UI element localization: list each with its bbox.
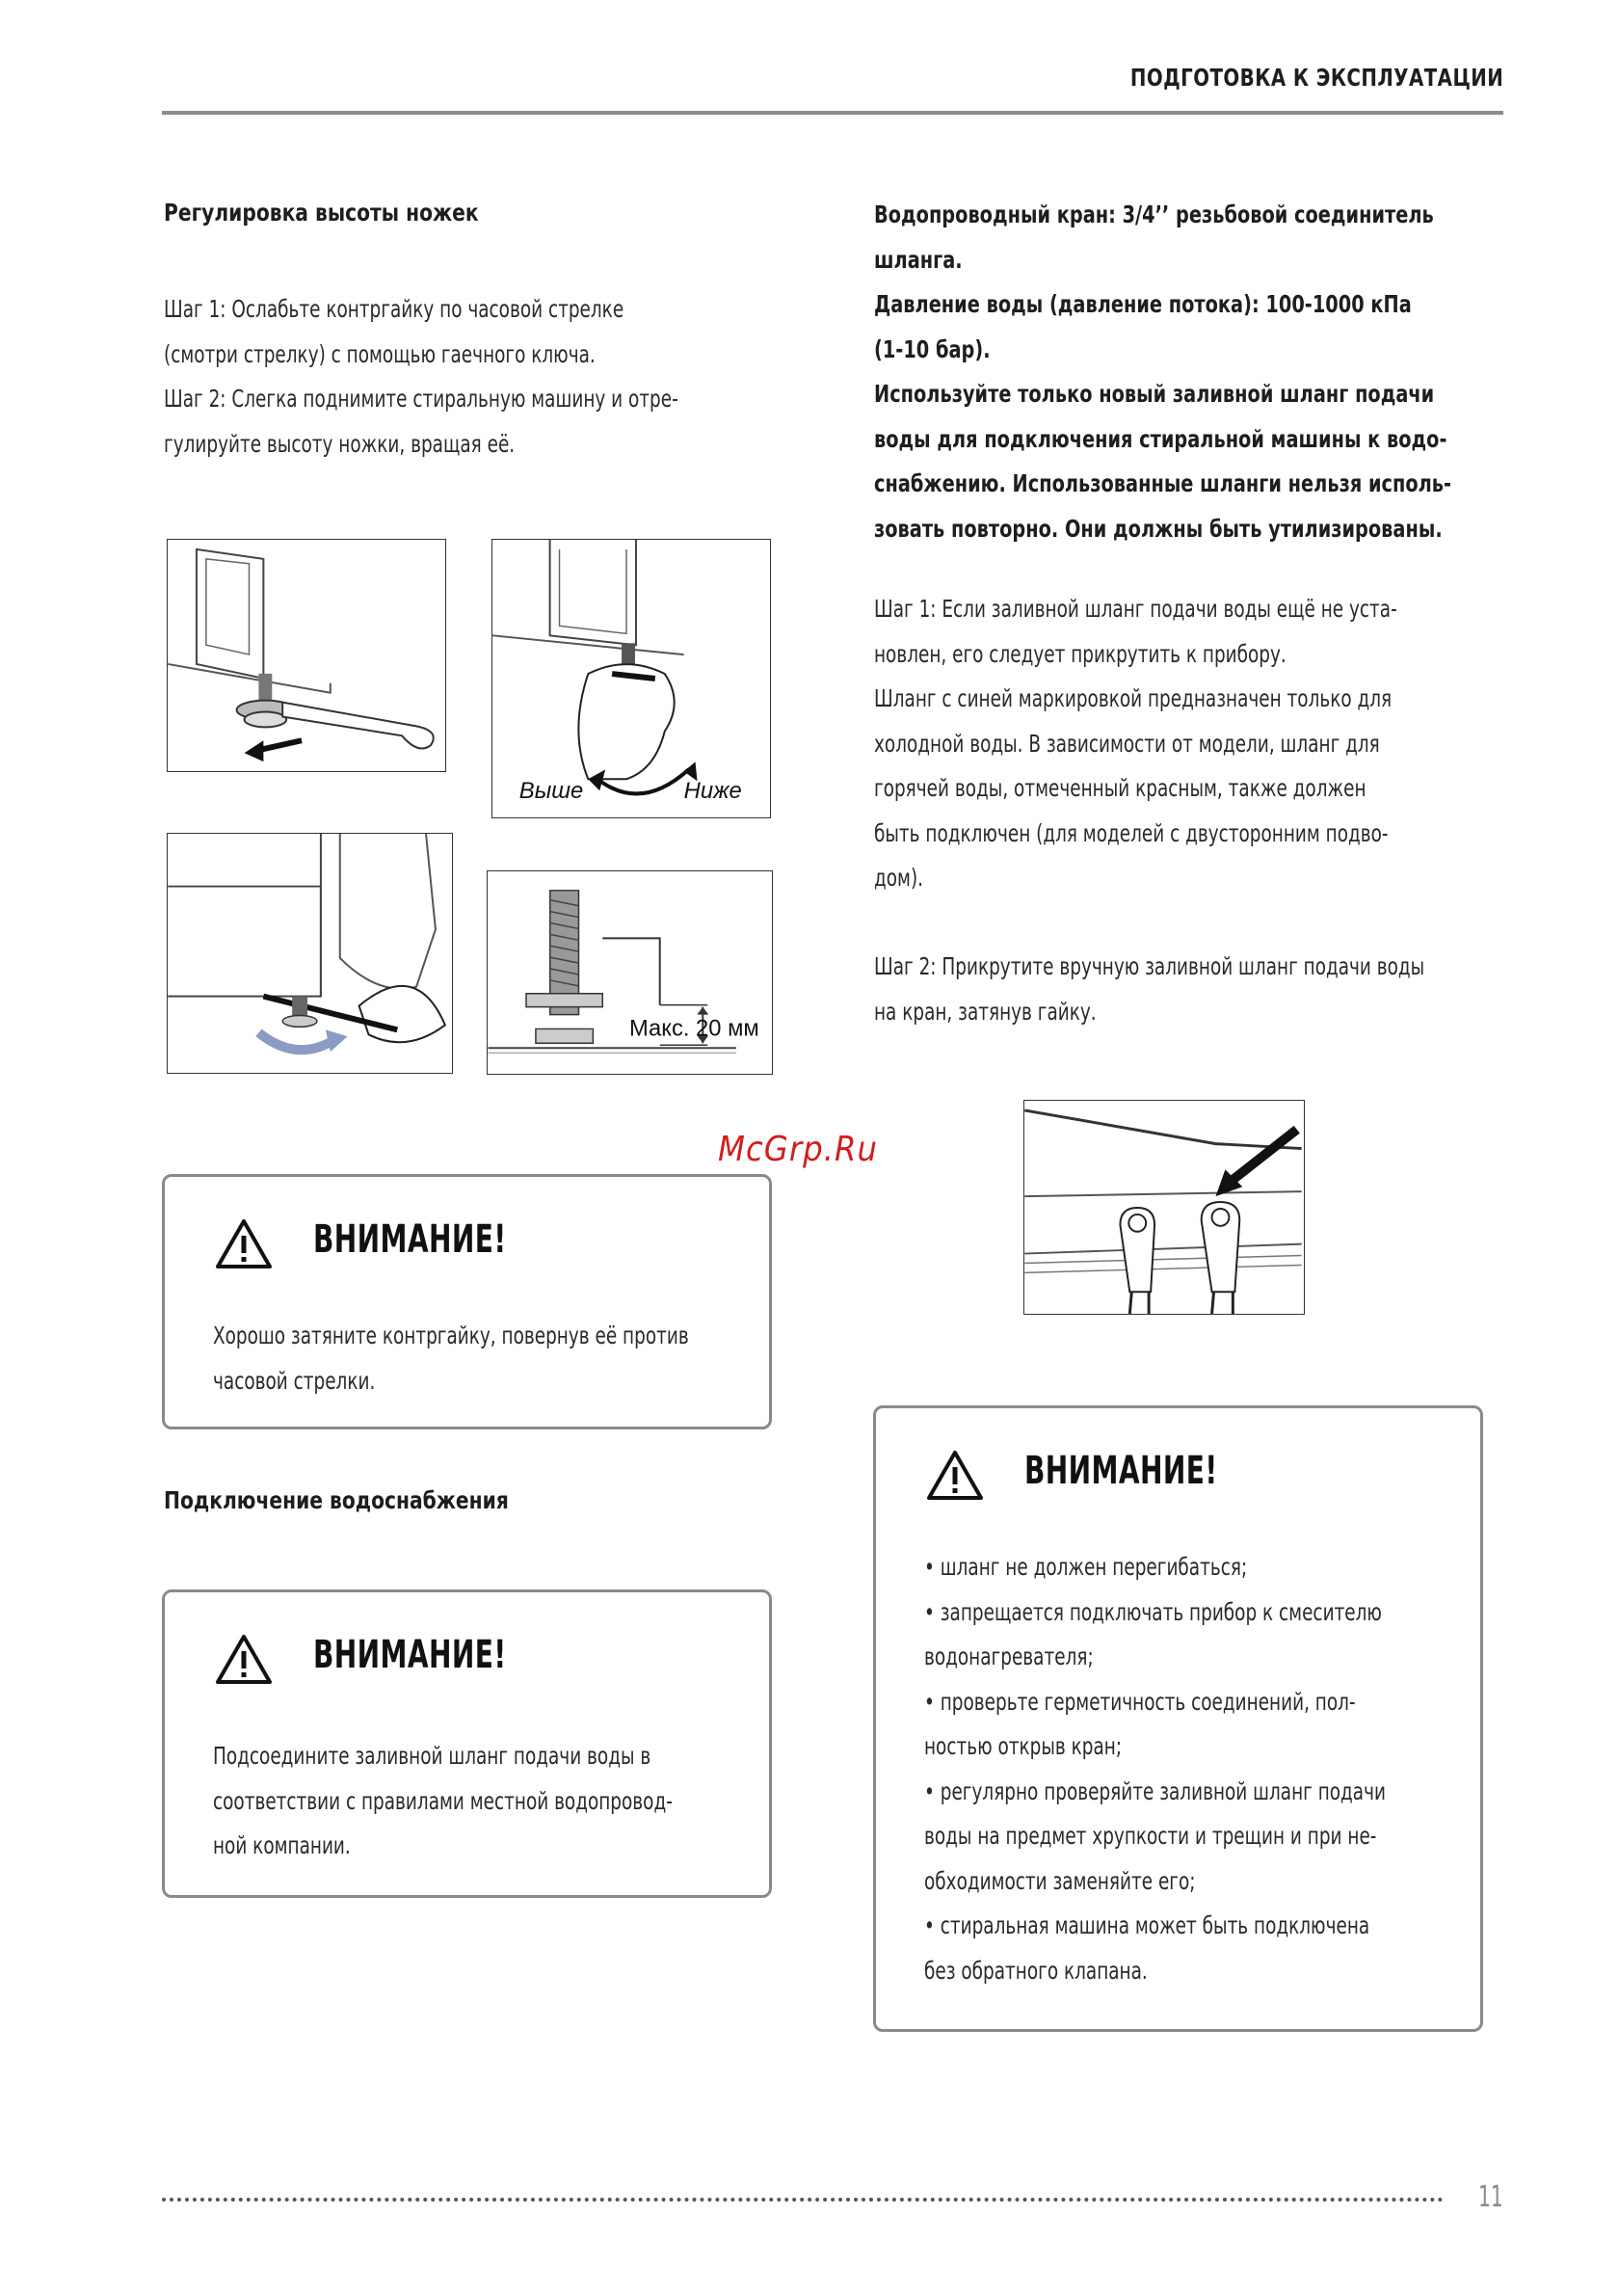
- hose-step-1: [874, 587, 1397, 901]
- warning-title: ВНИМАНИЕ!: [313, 1217, 507, 1262]
- page-number: 11: [1478, 2180, 1503, 2214]
- label-max-20mm: Макс. 20 мм: [629, 1015, 759, 1042]
- warning-line: Подсоедините заливной шланг подачи воды в: [213, 1742, 651, 1770]
- figure-hand-turn-leg: [491, 539, 771, 818]
- warning-triangle-icon: [215, 1217, 273, 1269]
- figure-wrench-locknut: [167, 539, 446, 772]
- figure-hose-connection: [1023, 1100, 1305, 1315]
- warning-text: [213, 1314, 689, 1403]
- requirement-line: (1-10 бар).: [874, 334, 991, 363]
- warning-box-hose-rules: [873, 1405, 1483, 2032]
- step-line: холодной воды. В зависимости от модели, шланг для: [874, 729, 1380, 758]
- warning-box-locknut: [162, 1174, 772, 1429]
- figure-lift-machine: [167, 833, 453, 1074]
- requirement-line: Используйте только новый заливной шланг подачи: [874, 380, 1435, 408]
- step-line: гулируйте высоту ножки, вращая её.: [164, 429, 516, 458]
- warning-triangle-icon: [926, 1449, 984, 1501]
- warning-line: водонагревателя;: [924, 1642, 1094, 1670]
- warning-line: часовой стрелки.: [213, 1366, 376, 1395]
- step-line: дом).: [874, 864, 924, 892]
- warning-line: соответствии с правилами местной водопровод-: [213, 1786, 673, 1815]
- step-line: Шаг 2: Слегка поднимите стиральную машину и отре-: [164, 385, 678, 413]
- warning-triangle-icon: [215, 1633, 273, 1685]
- step-line: (смотри стрелку) с помощью гаечного ключа.: [164, 339, 596, 368]
- label-higher: Выше: [518, 778, 584, 805]
- warning-title: ВНИМАНИЕ!: [1024, 1449, 1218, 1493]
- hose-step-2: [874, 945, 1424, 1034]
- step-line: Шаг 1: Если заливной шланг подачи воды ещё не уста-: [874, 595, 1397, 623]
- requirement-line: Водопроводный кран: 3/4’’ резьбовой соединитель: [874, 200, 1434, 228]
- warning-line: ной компании.: [213, 1831, 351, 1859]
- requirement-line: зовать повторно. Они должны быть утилизированы.: [874, 514, 1443, 543]
- page-header-title: ПОДГОТОВКА К ЭКСПЛУАТАЦИИ: [1129, 64, 1503, 92]
- requirement-line: Давление воды (давление потока): 100-1000 кПа: [874, 290, 1412, 318]
- warning-line: • запрещается подключать прибор к смесителю: [924, 1597, 1382, 1626]
- header-divider: [162, 111, 1503, 115]
- footer-dotted-rule: [162, 2198, 1444, 2202]
- warning-line: • проверьте герметичность соединений, пол-: [924, 1687, 1356, 1716]
- step-line: на кран, затянув гайку.: [874, 997, 1097, 1026]
- warning-line: обходимости заменяйте его;: [924, 1866, 1196, 1895]
- warning-line: • регулярно проверяйте заливной шланг подачи: [924, 1776, 1386, 1805]
- step-line: Шаг 1: Ослабьте контргайку по часовой стрелке: [164, 295, 624, 323]
- water-requirements: [874, 193, 1451, 551]
- warning-line: • стиральная машина может быть подключена: [924, 1911, 1370, 1939]
- warning-line: ностью открыв кран;: [924, 1732, 1123, 1760]
- warning-text: [924, 1545, 1386, 1993]
- warning-line: воды на предмет хрупкости и трещин и при не-: [924, 1822, 1377, 1850]
- requirement-line: снабжению. Использованные шланги нельзя исполь-: [874, 469, 1452, 497]
- requirement-line: шланга.: [874, 245, 963, 274]
- warning-line: Хорошо затяните контргайку, повернув её против: [213, 1322, 689, 1349]
- step-line: горячей воды, отмеченный красным, также должен: [874, 774, 1366, 802]
- step-line: быть подключен (для моделей с двусторонним подво-: [874, 818, 1389, 847]
- figure-max-height: [487, 870, 773, 1075]
- warning-box-water-company: [162, 1589, 772, 1898]
- label-lower: Ниже: [683, 778, 742, 805]
- watermark: McGrp.Ru: [718, 1130, 879, 1169]
- warning-line: без обратного клапана.: [924, 1956, 1148, 1985]
- step-line: Шаг 2: Прикрутите вручную заливной шланг подачи воды: [874, 952, 1425, 980]
- section-title-leg-height: Регулировка высоты ножек: [164, 199, 479, 227]
- requirement-line: воды для подключения стиральной машины к водо-: [874, 424, 1447, 453]
- step-line: новлен, его следует прикрутить к прибору.: [874, 639, 1286, 668]
- warning-line: • шланг не должен перегибаться;: [924, 1553, 1248, 1581]
- section-title-water-supply: Подключение водоснабжения: [164, 1486, 509, 1514]
- warning-title: ВНИМАНИЕ!: [313, 1633, 507, 1677]
- step-line: Шланг с синей маркировкой предназначен только для: [874, 684, 1393, 712]
- leg-adjust-steps: [164, 287, 678, 467]
- warning-text: [213, 1734, 673, 1869]
